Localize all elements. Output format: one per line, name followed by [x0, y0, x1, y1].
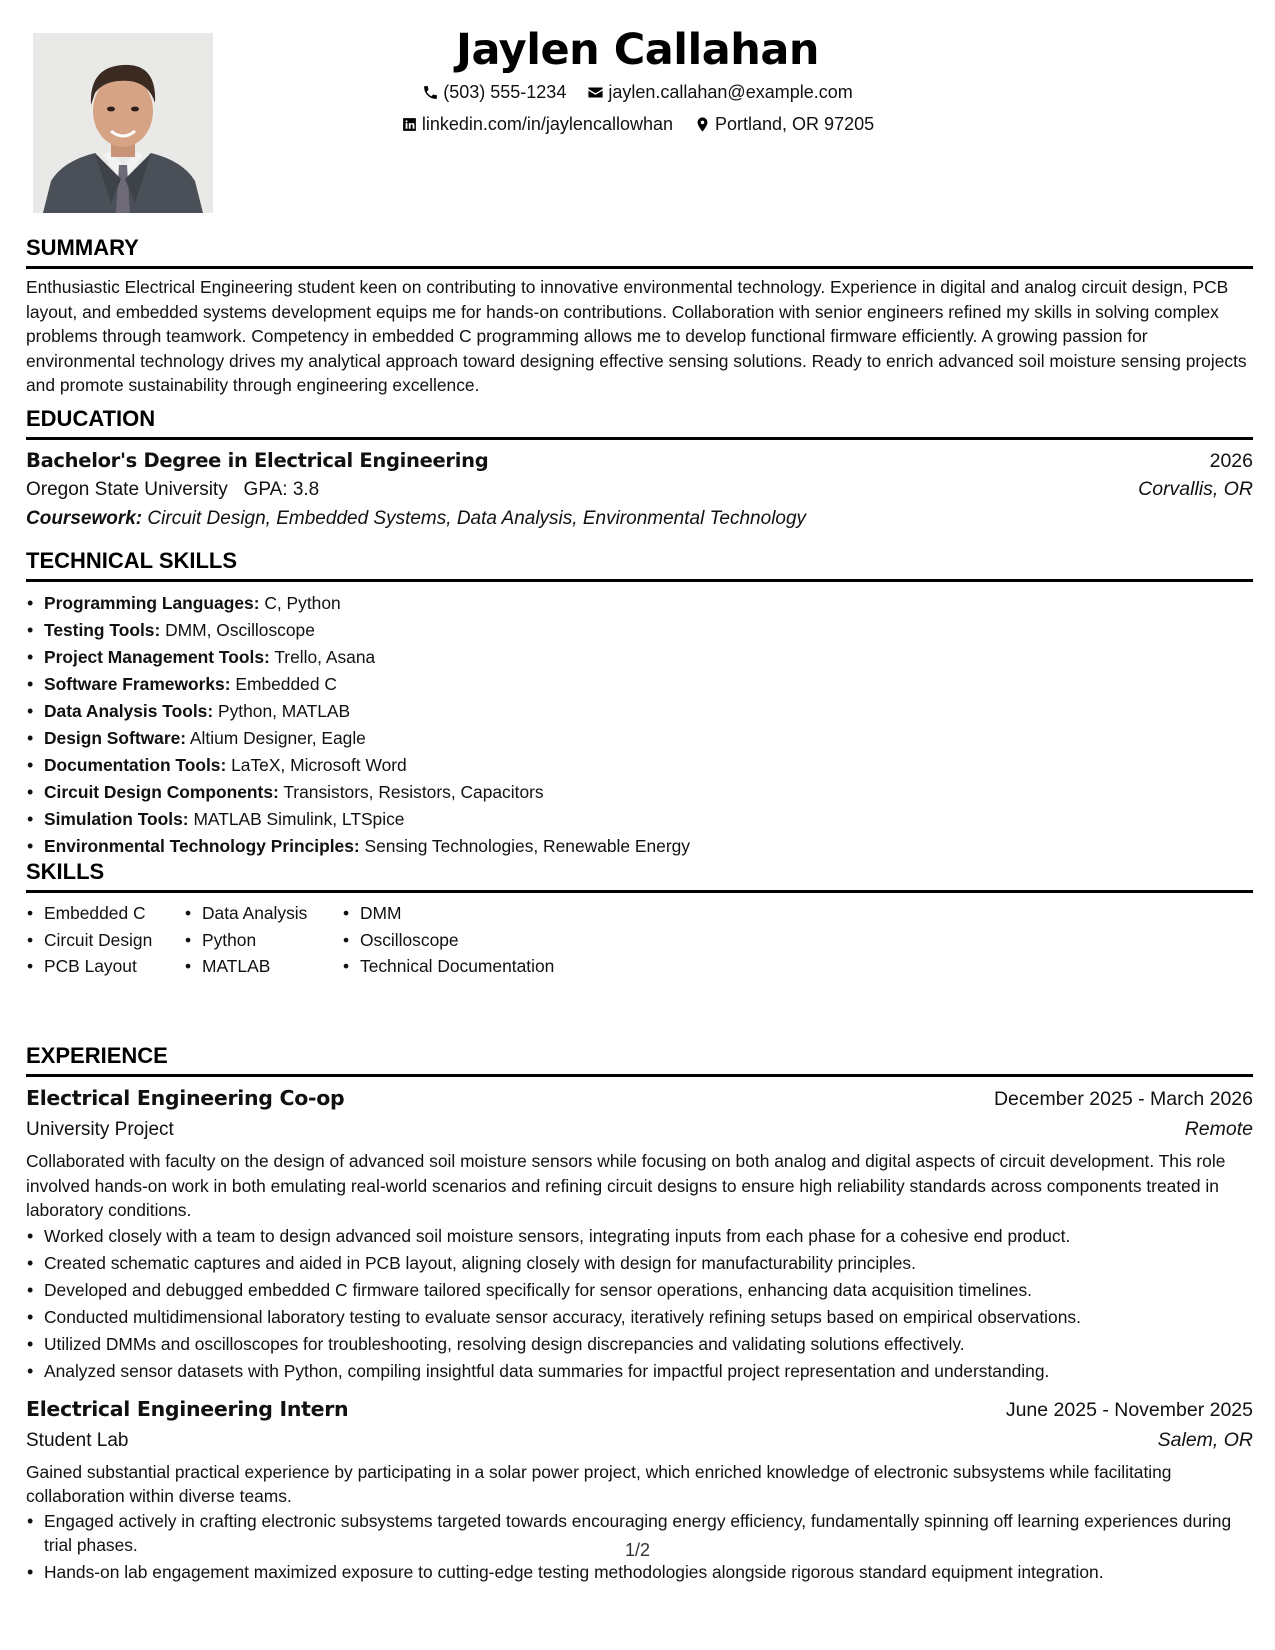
job-description: Collaborated with faculty on the design of advanced soil moisture sensors while focusing on both analog and digital aspects of circuit development. This role involved hands-on work in both emulating real-world scenarios and refining circuit designs to ensure high reliability standards across components treated in laboratory conditions.	[26, 1151, 1226, 1221]
linkedin-text: linkedin.com/in/jaylencallowhan	[421, 114, 673, 134]
experience-heading: EXPERIENCE	[26, 1042, 1253, 1077]
education-section	[26, 405, 1253, 533]
job-entry	[26, 1083, 1253, 1385]
job-title-row	[26, 1394, 1253, 1425]
list-item: • Hands-on lab engagement maximized exposure to cutting-edge testing methodologies alongside rigorous standard equipment integration.	[44, 1560, 1253, 1585]
summary-text: Enthusiastic Electrical Engineering student keen on contributing to innovative environmental technology. Experience in digital and analog circuit design, PCB layout, and embedded systems development equips me for hands-on contributions. Collaboration with senior engineers refined my skills in solving complex problems through teamwork. Competency in embedded C programming allows me to develop functional firmware efficiently. A growing passion for environmental technology drives my analytical approach toward designing effective sensing solutions. Ready to enrich advanced soil moisture sensing projects and promote sustainability through engineering excellence.	[26, 277, 1247, 396]
list-item: • Circuit Design Components: Transistors, Resistors, Capacitors	[44, 779, 1253, 806]
location-contact	[694, 112, 874, 136]
job-dates: June 2025 - November 2025	[1005, 1398, 1253, 1421]
page-number: 1/2	[624, 1540, 651, 1560]
list-item: • Project Management Tools: Trello, Asana	[44, 644, 1253, 671]
job-org-row	[26, 1114, 1253, 1145]
school-info	[26, 475, 319, 504]
technical-skills-list	[26, 590, 1253, 860]
skills-heading: SKILLS	[26, 858, 1253, 893]
map-pin-icon	[694, 116, 711, 133]
job-location: Remote	[1184, 1118, 1253, 1140]
phone-icon	[422, 84, 439, 101]
linkedin-icon	[401, 116, 418, 133]
list-item: • Data Analysis Tools: Python, MATLAB	[44, 698, 1253, 725]
list-item: • Programming Languages: C, Python	[44, 590, 1253, 617]
list-item: • Python	[202, 927, 342, 954]
education-degree-row	[26, 447, 1253, 475]
list-item: • Documentation Tools: LaTeX, Microsoft Word	[44, 752, 1253, 779]
list-item: • Created schematic captures and aided in PCB layout, aligning closely with design for manufacturability principles.	[44, 1250, 1253, 1277]
school-location: Corvallis, OR	[1138, 478, 1253, 500]
skills-section	[26, 858, 1253, 980]
technical-skills-heading: TECHNICAL SKILLS	[26, 547, 1253, 582]
list-item: • Environmental Technology Principles: Sensing Technologies, Renewable Energy	[44, 833, 1253, 860]
job-org: University Project	[26, 1119, 174, 1140]
job-dates: December 2025 - March 2026	[993, 1088, 1253, 1110]
contact-line-2	[0, 112, 1275, 139]
technical-skills-section	[26, 547, 1253, 860]
education-heading: EDUCATION	[26, 405, 1253, 440]
job-org: Student Lab	[26, 1429, 129, 1451]
list-item: • Conducted multidimensional laboratory testing to evaluate sensor accuracy, iteratively refining setups based on empirical observations.	[44, 1304, 1253, 1331]
experience-section	[26, 1042, 1253, 1587]
list-item: • Oscilloscope	[360, 927, 660, 954]
list-item: • Embedded C	[44, 900, 184, 927]
list-item: • PCB Layout	[44, 953, 184, 980]
job-org-row	[26, 1425, 1253, 1456]
email-contact[interactable]	[587, 80, 852, 104]
skills-column-3	[342, 900, 660, 980]
phone-text: (503) 555-1234	[443, 82, 567, 102]
list-item: • Worked closely with a team to design advanced soil moisture sensors, integrating inputs from each phase for a cohesive end product.	[44, 1223, 1253, 1250]
skills-column-1	[26, 900, 184, 980]
list-item: • Developed and debugged embedded C firmware tailored specifically for sensor operations, enhancing data acquisition timelines.	[44, 1277, 1253, 1304]
summary-heading: SUMMARY	[26, 234, 1253, 269]
list-item: • Design Software: Altium Designer, Eagle	[44, 725, 1253, 752]
skills-column-2	[184, 900, 342, 980]
contact-line-1	[0, 80, 1275, 107]
job-title: Electrical Engineering Intern	[26, 1396, 349, 1421]
candidate-name: Jaylen Callahan	[455, 25, 820, 75]
summary-section	[26, 234, 1253, 398]
phone-contact[interactable]	[422, 80, 566, 104]
school-name: Oregon State University	[26, 479, 228, 500]
list-item: • Data Analysis	[202, 900, 342, 927]
list-item: • Software Frameworks: Embedded C	[44, 671, 1253, 698]
gpa: GPA: 3.8	[243, 479, 320, 500]
degree-name: Bachelor's Degree in Electrical Engineering	[26, 449, 489, 472]
job-title-row	[26, 1083, 1253, 1114]
list-item: • Simulation Tools: MATLAB Simulink, LTSpice	[44, 806, 1253, 833]
education-school-row	[26, 475, 1253, 504]
list-item: • Circuit Design	[44, 927, 184, 954]
graduation-year: 2026	[1209, 450, 1253, 472]
linkedin-contact[interactable]	[401, 112, 673, 136]
coursework-row	[26, 504, 1253, 533]
list-item: • Utilized DMMs and oscilloscopes for troubleshooting, resolving design discrepancies and validating solutions effectively.	[44, 1331, 1253, 1358]
coursework-text: Circuit Design, Embedded Systems, Data Analysis, Environmental Technology	[147, 508, 807, 529]
email-text: jaylen.callahan@example.com	[608, 82, 853, 102]
list-item: • Engaged actively in crafting electronic subsystems targeted towards encouraging energy efficiency, fundamentally spinning off learning experiences during trial phases.	[44, 1509, 1253, 1558]
location-text: Portland, OR 97205	[715, 114, 875, 134]
job-bullets	[26, 1223, 1253, 1385]
list-item: • MATLAB	[202, 953, 342, 980]
envelope-icon	[587, 84, 604, 101]
skills-columns	[26, 900, 1253, 980]
job-location: Salem, OR	[1157, 1428, 1253, 1451]
list-item: • DMM	[360, 900, 660, 927]
list-item: • Analyzed sensor datasets with Python, compiling insightful data summaries for impactful project representation and understanding.	[44, 1358, 1253, 1385]
list-item: • Testing Tools: DMM, Oscilloscope	[44, 617, 1253, 644]
list-item: • Technical Documentation	[360, 953, 660, 980]
job-description: Gained substantial practical experience by participating in a solar power project, which enriched knowledge of electronic subsystems while facilitating collaboration within diverse teams.	[26, 1461, 1172, 1507]
coursework-label: Coursework:	[26, 508, 143, 529]
job-title: Electrical Engineering Co-op	[26, 1086, 345, 1110]
